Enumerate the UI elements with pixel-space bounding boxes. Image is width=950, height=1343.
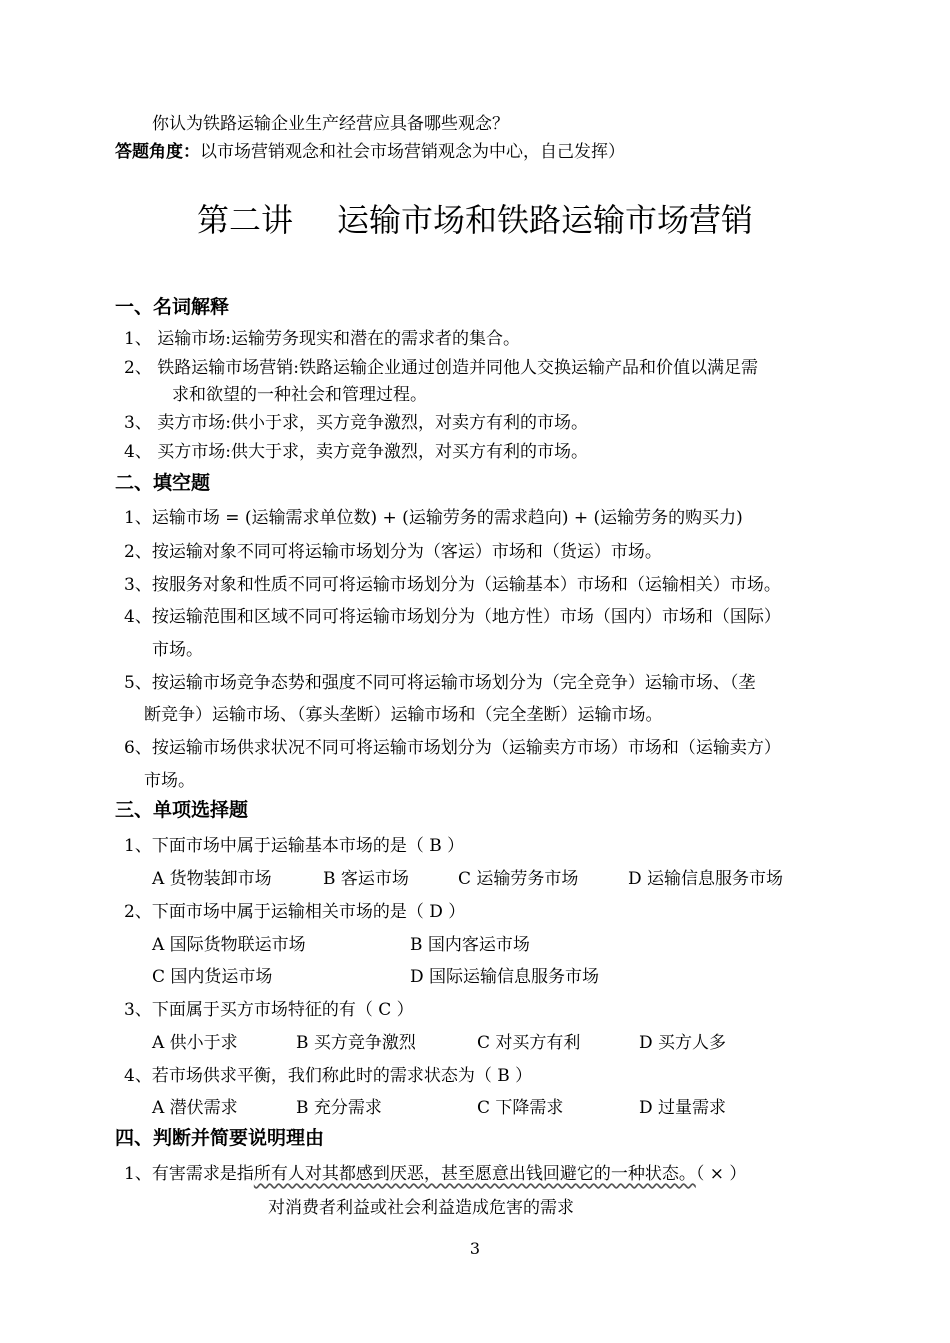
- question-stem: 1、下面市场中属于运输基本市场的是（ B ）: [124, 836, 465, 856]
- question-stem: 4、若市场供求平衡，我们称此时的需求状态为（ B ）: [124, 1066, 533, 1086]
- option: C 对买方有利: [477, 1033, 581, 1053]
- list-item: 市场。: [144, 771, 195, 791]
- section-heading-single-choice: 三、单项选择题: [115, 799, 249, 821]
- option: C 下降需求: [477, 1098, 564, 1118]
- lecture-title: [0, 198, 950, 242]
- page-number: 3: [469, 1239, 481, 1258]
- list-item: 2、按运输对象不同可将运输市场划分为（客运）市场和（货运）市场。: [124, 542, 662, 562]
- list-item: 1、 运输市场:运输劳务现实和潜在的需求者的集合。: [124, 329, 520, 349]
- lecture-name: 运输市场和铁路运输市场营销: [337, 201, 754, 239]
- option: D 国际运输信息服务市场: [410, 967, 600, 987]
- judgment-underlined: 所有人对其都感到厌恶，甚至愿意出钱回避它的一种状态。: [253, 1164, 696, 1184]
- option: A 货物装卸市场: [152, 869, 272, 889]
- section-heading-fill-blank: 二、填空题: [115, 472, 211, 494]
- answer-label: 答题角度：: [115, 142, 200, 162]
- intro-answer: [115, 140, 625, 164]
- lecture-number: 第二讲: [196, 201, 293, 239]
- option: D 过量需求: [639, 1098, 727, 1118]
- answer-text: 以市场营销观念和社会市场营销观念为中心，自己发挥）: [200, 142, 625, 162]
- question-stem: 2、下面市场中属于运输相关市场的是（ D ）: [124, 902, 466, 922]
- list-item: 6、按运输市场供求状况不同可将运输市场划分为（运输卖方市场）市场和（运输卖方）: [124, 738, 781, 758]
- judgment-prefix: 1、有害需求是指: [124, 1164, 254, 1184]
- option: C 国内货运市场: [152, 967, 273, 987]
- option: C 运输劳务市场: [458, 869, 579, 889]
- option: D 买方人多: [639, 1033, 727, 1053]
- intro-question: 你认为铁路运输企业生产经营应具备哪些观念？: [152, 114, 509, 134]
- option: B 国内客运市场: [410, 935, 530, 955]
- judgment-answer: （ × ）: [695, 1164, 747, 1184]
- option: B 买方竞争激烈: [296, 1033, 416, 1053]
- list-item: 5、按运输市场竞争态势和强度不同可将运输市场划分为（完全竞争）运输市场、（垄: [124, 673, 756, 693]
- judgment-question: [124, 1162, 746, 1186]
- section-heading-judgment: 四、判断并简要说明理由: [115, 1127, 325, 1149]
- option: A 潜伏需求: [152, 1098, 238, 1118]
- question-stem: 3、下面属于买方市场特征的有（ C ）: [124, 1000, 414, 1020]
- list-item: 3、 卖方市场:供小于求，买方竞争激烈，对卖方有利的市场。: [124, 413, 588, 433]
- option: B 客运市场: [323, 869, 409, 889]
- list-item: 3、按服务对象和性质不同可将运输市场划分为（运输基本）市场和（运输相关）市场。: [124, 575, 781, 595]
- option: A 国际货物联运市场: [152, 935, 306, 955]
- list-item: 市场。: [152, 640, 203, 660]
- judgment-explanation: 对消费者利益或社会利益造成危害的需求: [268, 1198, 574, 1218]
- list-item: 4、按运输范围和区域不同可将运输市场划分为（地方性）市场（国内）市场和（国际）: [124, 607, 781, 627]
- list-item: 4、 买方市场:供大于求，卖方竞争激烈，对买方有利的市场。: [124, 442, 588, 462]
- section-heading-terms: 一、名词解释: [115, 296, 230, 318]
- list-item: 求和欲望的一种社会和管理过程。: [172, 385, 427, 405]
- list-item: 断竞争）运输市场、（寡头垄断）运输市场和（完全垄断）运输市场。: [144, 705, 663, 725]
- option: A 供小于求: [152, 1033, 238, 1053]
- list-item: 2、 铁路运输市场营销:铁路运输企业通过创造并同他人交换运输产品和价值以满足需: [124, 358, 758, 378]
- option: D 运输信息服务市场: [628, 869, 784, 889]
- option: B 充分需求: [296, 1098, 382, 1118]
- list-item: 1、运输市场 = (运输需求单位数) + (运输劳务的需求趋向) + (运输劳务的购买力): [124, 508, 743, 528]
